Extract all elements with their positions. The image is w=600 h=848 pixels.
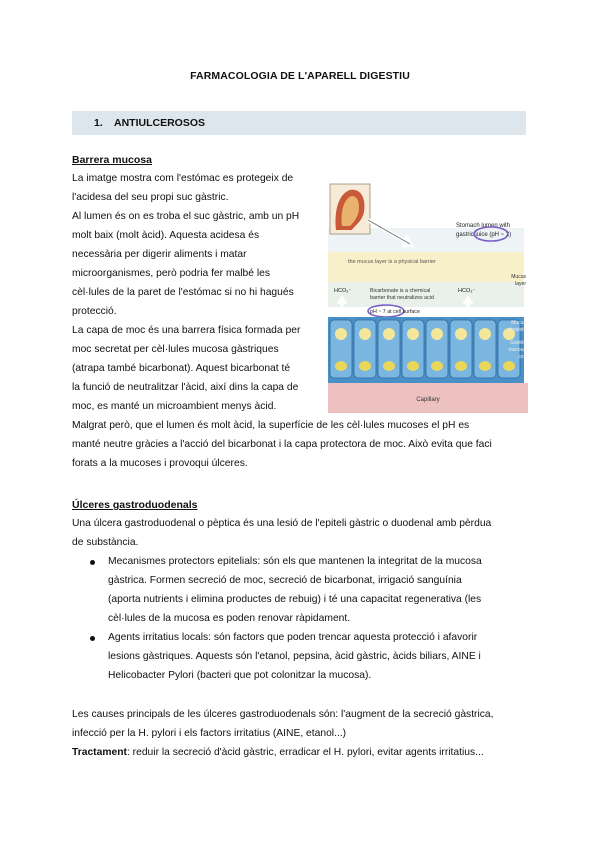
- mucus-droplets-label-2: droplets: [508, 327, 526, 333]
- bullet-marker: [90, 636, 95, 641]
- text-line: microorganismes, però podria fer malbé les: [72, 268, 271, 279]
- capillary-label: Capillary: [416, 397, 440, 403]
- cell-nucleus: [455, 361, 467, 371]
- document-title: FARMACOLOGIA DE L'APARELL DIGESTIU: [190, 70, 410, 82]
- cell-nucleus: [383, 361, 395, 371]
- tractament-text: : reduir la secreció d'àcid gàstric, erradicar el H. pylori, evitar agents irritatius...: [126, 747, 484, 758]
- text-line: Malgrat però, que el lumen és molt àcid, la superfície de les cèl·lules mucoses el pH es: [72, 420, 470, 431]
- bullet-line: Helicobacter Pylori (bacteri que pot colonitzar la mucosa).: [108, 670, 372, 681]
- bullet-line: (aporta nutrients i elimina productes de rebuig) i té una capacitat regenerativa (les: [108, 594, 482, 605]
- gastric-cell-label: Gastric: [510, 340, 526, 346]
- text-line: l'acidesa del seu propi suc gàstric.: [72, 192, 229, 203]
- section-header: [72, 111, 526, 135]
- text-line: La imatge mostra com l'estómac es protegeix de: [72, 173, 294, 184]
- mucus-layer-label: Mucus: [511, 274, 526, 280]
- tractament-line: [72, 747, 484, 759]
- mucus-droplet: [335, 328, 347, 340]
- text-line: molt baix (molt àcid). Aquesta acidesa és: [72, 230, 260, 241]
- cell-nucleus: [431, 361, 443, 371]
- mucus-droplet: [431, 328, 443, 340]
- mucus-layer-label-2: layer: [515, 281, 526, 287]
- text-line: infecció per la H. pylori i els factors irritatius (AINE, etanol...): [72, 728, 347, 739]
- bullet-line: lesions gàstriques. Aquests són l'etanol, pepsina, àcid gàstric, àcids biliars, AINE i: [108, 651, 481, 662]
- lumen-label: Stomach lumen with: [456, 223, 511, 229]
- mucus-barrier-label: the mucus layer is a physical barrier: [348, 259, 436, 265]
- cell-nucleus: [335, 361, 347, 371]
- text-line: necessària per digerir aliments i matar: [72, 249, 247, 260]
- gastric-cell-label-3: cell: [518, 354, 526, 360]
- text-line: de substància.: [72, 537, 139, 548]
- gastric-mucosa-figure: [328, 182, 528, 415]
- text-line: la funció de neutralitzar l'àcid, així dins la capa de: [72, 382, 299, 393]
- cell-nucleus: [503, 361, 515, 371]
- bullet-line: Agents irritatius locals: són factors que poden trencar aquesta protecció i afavorir: [108, 632, 478, 643]
- mucus-droplet: [383, 328, 395, 340]
- lumen-label-2: gastric juice (pH ~ 2): [456, 232, 512, 238]
- text-line: protecció.: [72, 306, 117, 317]
- bicarbonate-label-2: barrier that neutralizes acid: [370, 295, 434, 301]
- hco3-label-right: HCO₃⁻: [458, 288, 476, 294]
- surface-label: pH ~ 7 at cell surface: [370, 309, 420, 315]
- text-line: moc secretat per cèl·lules mucosa gàstriques: [72, 344, 279, 355]
- figure-illustration: [328, 182, 528, 415]
- gastric-cell-label-2: mucous: [508, 347, 526, 353]
- bicarbonate-label-1: Bicarbonate is a chemical: [370, 288, 431, 294]
- text-line: Les causes principals de les úlceres gastroduodenals són: l'augment de la secreció gàstrica,: [72, 709, 494, 720]
- text-line: manté neutre gràcies a l'acció del bicarbonat i la capa protectora de moc. Això evita que faci: [72, 439, 492, 450]
- bullet-marker: [90, 560, 95, 565]
- text-line: Al lumen és on es troba el suc gàstric, amb un pH: [72, 211, 300, 222]
- cell-nucleus: [407, 361, 419, 371]
- section-number: 1.: [94, 117, 103, 129]
- ulceres-heading: Úlceres gastroduodenals: [72, 499, 198, 511]
- mucus-droplet: [407, 328, 419, 340]
- label-gutter: [524, 228, 528, 388]
- text-line: cèl·lules de la paret de l'estómac si no hi hagués: [72, 287, 294, 298]
- cell-nucleus: [359, 361, 371, 371]
- text-line: forats a la mucoses i provoqui úlceres.: [72, 458, 248, 469]
- barrera-heading: Barrera mucosa: [72, 154, 152, 166]
- mucus-droplet: [479, 328, 491, 340]
- text-line: (atrapa també bicarbonat). Aquest bicarbonat té: [72, 363, 291, 374]
- hco3-label-left: HCO₃⁻: [334, 288, 352, 294]
- text-line: moc, es manté un microambient menys àcid.: [72, 401, 277, 412]
- mucus-droplet: [359, 328, 371, 340]
- mucus-droplets-label: Mucus: [511, 320, 526, 326]
- bullet-line: Mecanismes protectors epitelials: són els que mantenen la integritat de la mucosa: [108, 556, 482, 567]
- tractament-label: Tractament: [72, 747, 127, 758]
- section-title: ANTIULCEROSOS: [114, 117, 206, 129]
- text-line: La capa de moc és una barrera física formada per: [72, 325, 301, 336]
- cell-nucleus: [479, 361, 491, 371]
- bullet-line: cèl·lules de la mucosa es poden renovar ràpidament.: [108, 613, 351, 624]
- bullet-line: gàstrica. Formen secreció de moc, secreció de bicarbonat, irrigació sanguínia: [108, 575, 462, 586]
- mucus-droplet: [455, 328, 467, 340]
- text-line: Una úlcera gastroduodenal o pèptica és una lesió de l'epiteli gàstric o duodenal amb pèrdua: [72, 518, 492, 529]
